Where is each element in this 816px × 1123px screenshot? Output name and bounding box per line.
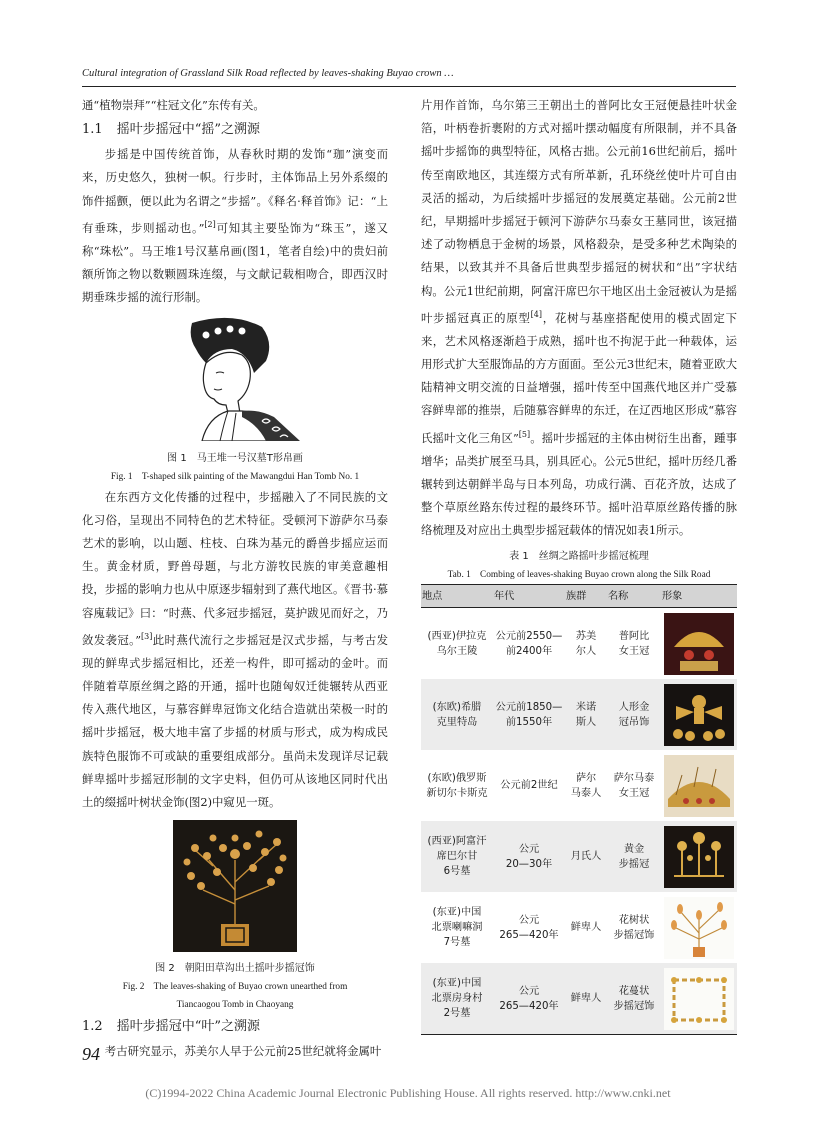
lamadong-ornament-photo bbox=[664, 897, 734, 959]
cell-image bbox=[661, 750, 737, 821]
figure-2-caption-en-1: Fig. 2 The leaves-shaking of Buyao crown unearthed from bbox=[122, 982, 348, 993]
running-head: Cultural integration of Grassland Silk Road reflected by leaves-shaking Buyao crown … bbox=[82, 68, 454, 79]
table-row bbox=[421, 750, 737, 821]
cell-place: (东欧)希腊 克里特岛 bbox=[421, 679, 493, 750]
figure-2-caption-cn: 图 2 朝阳田草沟出土摇叶步摇冠饰 bbox=[155, 963, 315, 975]
cell-era: 公元前2世纪 bbox=[500, 780, 558, 792]
cell-image bbox=[661, 963, 737, 1035]
cell-name: 人形金 冠吊饰 bbox=[607, 679, 661, 750]
crete-pendant-photo bbox=[664, 684, 734, 746]
cell-era: 公元前1850— 前1550年 bbox=[493, 679, 565, 750]
cell-image bbox=[661, 608, 737, 680]
silk-painting-illustration bbox=[162, 313, 308, 441]
tillya-tepe-crown-photo bbox=[664, 826, 734, 888]
table-1-caption-en: Tab. 1 Combing of leaves-shaking Buyao crown along the Silk Road bbox=[447, 570, 711, 581]
cell-group: 萨尔 马泰人 bbox=[570, 772, 602, 799]
section-heading-1-2: 1.2 摇叶步摇冠中“叶”之溯源 bbox=[82, 1019, 260, 1035]
paragraph: 步摇是中国传统首饰，从春秋时期的发饰“珈”演变而来，历史悠久，独树一帜。行步时，主体饰品上另外系缀的饰件摇颤，便以此为名谓之“步摇”。《释名·释首饰》记：“上有垂珠，步则摇动也。”[2]可知其主要坠饰为“珠玉”，遂又称“珠松”。马王堆1号汉墓帛画(图1，笔者自绘)中的贵妇前额所饰之物以数颗圆珠连缀，与文献记载相吻合，即西汉时期垂珠步摇的流行形制。 bbox=[82, 147, 388, 305]
table-row bbox=[421, 821, 737, 892]
cell-era: 公元 265—420年 bbox=[493, 963, 565, 1035]
table-header-row bbox=[421, 585, 737, 608]
cell-image bbox=[661, 892, 737, 963]
figure-2-caption-en-2: Tiancaogou Tomb in Chaoyang bbox=[176, 1000, 294, 1011]
cell-name: 花蔓状 步摇冠饰 bbox=[607, 963, 661, 1035]
gold-tree-ornament-photo bbox=[173, 820, 297, 952]
paragraph: 考古研究显示，苏美尔人早于公元前25世纪就将金属叶 bbox=[104, 1044, 382, 1059]
cell-group: 鲜卑人 bbox=[570, 922, 602, 934]
cell-era: 公元 265—420年 bbox=[499, 914, 559, 941]
copyright-notice: (C)1994-2022 China Academic Journal Electronic Publishing House. All rights reserved. http://www.cnki.net bbox=[145, 1086, 671, 1100]
puabi-crown-photo bbox=[664, 613, 734, 675]
table-row bbox=[421, 892, 737, 963]
cell-name: 萨尔马泰 女王冠 bbox=[613, 772, 655, 799]
cell-place: (西亚)伊拉克 乌尔王陵 bbox=[427, 630, 487, 657]
table-row bbox=[421, 679, 737, 750]
cell-place: (西亚)阿富汗 席巴尔甘 6号墓 bbox=[421, 821, 493, 892]
header-image: 形象 bbox=[661, 585, 737, 608]
cell-place: (东亚)中国 北票房身村 2号墓 bbox=[421, 963, 493, 1035]
cell-era: 公元前2550— 前2400年 bbox=[495, 630, 563, 657]
cell-place: (东亚)中国 北票喇嘛洞 7号墓 bbox=[431, 907, 483, 949]
cell-image bbox=[661, 821, 737, 892]
cell-name: 花树状 步摇冠饰 bbox=[613, 914, 655, 941]
paragraph: 在东西方文化传播的过程中，步摇融入了不同民族的文化习俗，呈现出不同特色的艺术特征。受顿河下游萨尔马泰艺术的影响，以山题、柱枝、白珠为基元的爵兽步摇应运而生。黄金材质，野兽母题，与北方游牧民族的审美意趣相投，步摇的影响力也从中原逐步辐射到了燕代地区。《晋书·慕容廆载记》曰：“时燕、代多冠步摇冠，莫护跋见而好之，乃敛发袭冠。”[3]此时燕代流行之步摇冠是汉式步摇，与考古发现的鲜卑式步摇冠相比，还差一构件，即可摇动的金叶。而伴随着草原丝绸之路的开通，摇叶也随匈奴迁徙辗转从西亚传入燕代地区，与慕容鲜卑冠饰文化结合造就出荣极一时的摇叶步摇冠，极大地丰富了步摇的材质与形式，成为构成民族特色服饰不可或缺的重要组成部分。虽尚未发现详尽记载鲜卑摇叶步摇冠形制的文字史料，但仍可从该地区同时代出土的缀摇叶树状金饰(图2)中窥见一斑。 bbox=[82, 489, 388, 810]
header-name: 名称 bbox=[607, 585, 661, 608]
cell-group: 月氏人 bbox=[565, 821, 607, 892]
cell-place: (东欧)俄罗斯 新切尔卡斯克 bbox=[426, 772, 488, 799]
header-place: 地点 bbox=[421, 585, 493, 608]
cell-image bbox=[661, 679, 737, 750]
paragraph: 通“植物崇拜”“柱冠文化”东传有关。 bbox=[82, 98, 265, 112]
cell-name: 普阿比 女王冠 bbox=[618, 630, 650, 657]
header-rule bbox=[82, 86, 736, 87]
left-column bbox=[82, 94, 388, 1064]
paragraph: 片用作首饰，乌尔第三王朝出土的普阿比女王冠便悬挂叶状金箔，叶柄卷折裹附的方式对摇叶摆动幅度有所限制，并不具备摇叶步摇饰的典型特征，风格古拙。公元前16世纪前后，摇叶传至南欧地区，其连缀方式有所革新，孔环绕丝使叶片可自由灵活的摇动，为后续摇叶步摇冠的发展奠定基础。公元前2世纪，早期摇叶步摇冠于顿河下游萨尔马泰女王墓同世，该冠描述了动物栖息于金树的场景，风格殺杂，是受多种艺术陶染的结果，以致其并不具备后世典型步摇冠的树状和“出”字状结构。公元1世纪前期，阿富汗席巴尔干地区出土金冠被认为是摇叶步摇冠真正的原型[4]，花树与基座搭配使用的模式固定下来，艺术风格逐渐趋于成熟，摇叶也不拘泥于此一种载体，运用形式扩大至服饰品的方方面面。至公元3世纪末，随着亚欧大陆精神文明交流的日益增强，摇叶传至中国燕代地区并广受慕容鲜卑部的推崇，后随慕容鲜卑的东迁，在辽西地区形成“慕容氏摇叶文化三角区”[5]。摇叶步摇冠的主体由树衍生出畜，踵事增华；品类扩展至马具，别具匠心。公元5世纪，摇叶历经几番辗转到达朝鲜半岛与日本列岛，功成行满、百花齐放，达成了整个草原丝路东传过程的最终环节。摇叶沿草原丝路传播的脉络梳理及对应出土典型步摇冠载体的情况如表1所示。 bbox=[421, 98, 737, 538]
page-number: 94 bbox=[82, 1044, 100, 1064]
cell-group: 鲜卑人 bbox=[565, 963, 607, 1035]
table-row bbox=[421, 608, 737, 680]
cell-era: 公元 20—30年 bbox=[493, 821, 565, 892]
fangshencun-ornament-photo bbox=[664, 968, 734, 1030]
figure-1-caption-cn: 图 1 马王堆一号汉墓T形帛画 bbox=[167, 452, 303, 464]
right-column bbox=[421, 94, 737, 1035]
header-era: 年代 bbox=[493, 585, 565, 608]
table-1-caption-cn: 表 1 丝绸之路摇叶步摇冠梳理 bbox=[509, 551, 649, 563]
cell-group: 苏美 尔人 bbox=[575, 630, 597, 657]
figure-2 bbox=[82, 820, 388, 1014]
section-heading-1-1: 1.1 摇叶步摇冠中“摇”之溯源 bbox=[82, 122, 260, 138]
header-group: 族群 bbox=[565, 585, 607, 608]
cell-group: 米诺 斯人 bbox=[565, 679, 607, 750]
table-1 bbox=[421, 584, 737, 1035]
figure-1-caption-en: Fig. 1 T-shaped silk painting of the Mawangdui Han Tomb No. 1 bbox=[110, 471, 360, 482]
table-row bbox=[421, 963, 737, 1035]
sarmatian-crown-photo bbox=[664, 755, 734, 817]
figure-1 bbox=[82, 313, 388, 485]
cell-name: 黄金 步摇冠 bbox=[607, 821, 661, 892]
